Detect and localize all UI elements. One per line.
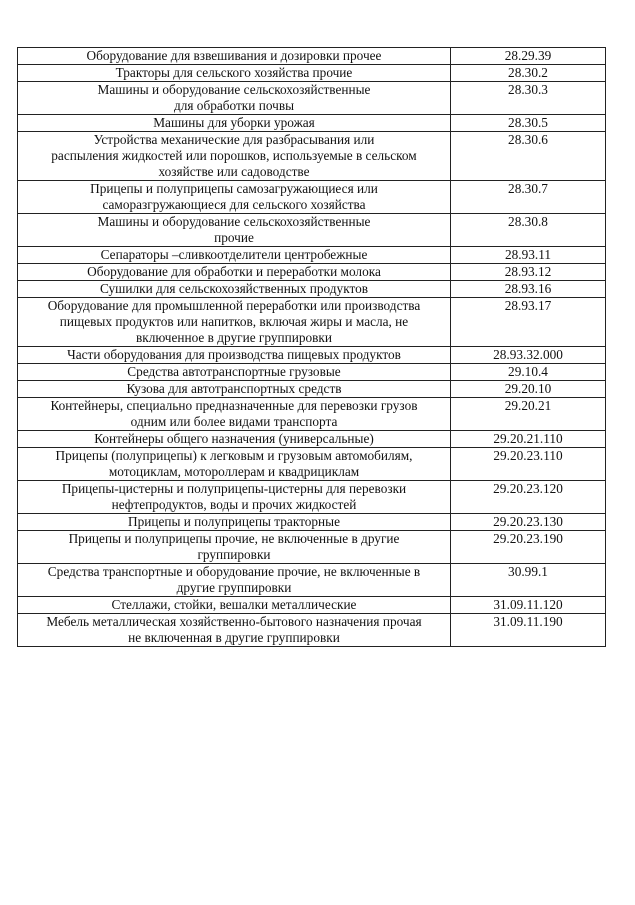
- item-name-cell: [18, 281, 451, 298]
- table-row: [18, 481, 606, 514]
- table-row: [18, 281, 606, 298]
- table-row: [18, 247, 606, 264]
- item-name-line: Средства автотранспортные грузовые: [127, 364, 341, 379]
- item-name-cell: [18, 381, 451, 398]
- item-name-line: Прицепы и полуприцепы прочие, не включенные в другие: [68, 531, 400, 546]
- table-row: [18, 264, 606, 281]
- item-code-cell: 28.93.12: [451, 264, 606, 281]
- item-code-cell: 29.20.21: [451, 398, 606, 431]
- item-name-cell: [18, 431, 451, 448]
- item-name-line: Машины и оборудование сельскохозяйственные: [97, 214, 371, 229]
- item-name-line: Прицепы и полуприцепы самозагружающиеся или: [90, 181, 378, 196]
- item-name-cell: [18, 115, 451, 132]
- item-name-cell: [18, 264, 451, 281]
- item-code-cell: 28.30.8: [451, 214, 606, 247]
- item-name-line: прочие: [214, 230, 254, 245]
- item-name-line: Части оборудования для производства пищевых продуктов: [67, 347, 401, 362]
- table-row: [18, 298, 606, 347]
- item-name-cell: [18, 298, 451, 347]
- item-code-cell: 29.20.23.190: [451, 531, 606, 564]
- item-name-cell: [18, 564, 451, 597]
- item-name-line: Тракторы для сельского хозяйства прочие: [115, 65, 353, 80]
- classification-table: [17, 47, 606, 647]
- item-code-cell: 31.09.11.190: [451, 614, 606, 647]
- item-name-cell: [18, 531, 451, 564]
- item-name-cell: [18, 448, 451, 481]
- table-row: [18, 364, 606, 381]
- item-name-line: распыления жидкостей или порошков, используемые в сельском: [51, 148, 417, 163]
- item-name-line: для обработки почвы: [173, 98, 295, 113]
- item-name-line: Сушилки для сельскохозяйственных продуктов: [99, 281, 369, 296]
- item-code-cell: 28.30.6: [451, 132, 606, 181]
- item-name-cell: [18, 65, 451, 82]
- item-code-cell: 28.93.16: [451, 281, 606, 298]
- item-name-line: Прицепы и полуприцепы тракторные: [127, 514, 341, 529]
- item-code-cell: 28.93.32.000: [451, 347, 606, 364]
- item-name-cell: [18, 82, 451, 115]
- table-row: [18, 431, 606, 448]
- table-row: [18, 448, 606, 481]
- item-name-line: пищевых продуктов или напитков, включая жиры и масла, не: [59, 314, 409, 329]
- item-code-cell: 28.93.11: [451, 247, 606, 264]
- item-name-line: не включенная в другие группировки: [128, 630, 340, 645]
- table-row: [18, 214, 606, 247]
- table-row: [18, 514, 606, 531]
- item-code-cell: 28.30.3: [451, 82, 606, 115]
- item-name-cell: [18, 132, 451, 181]
- item-name-cell: [18, 614, 451, 647]
- table-row: [18, 614, 606, 647]
- document-page: [17, 47, 602, 647]
- item-code-cell: 28.30.5: [451, 115, 606, 132]
- item-code-cell: 28.30.7: [451, 181, 606, 214]
- item-name-cell: [18, 214, 451, 247]
- table-row: [18, 398, 606, 431]
- table-row: [18, 564, 606, 597]
- item-name-cell: [18, 181, 451, 214]
- item-code-cell: 29.20.23.120: [451, 481, 606, 514]
- table-row: [18, 347, 606, 364]
- item-code-cell: 28.30.2: [451, 65, 606, 82]
- item-name-line: Машины для уборки урожая: [153, 115, 315, 130]
- table-row: [18, 381, 606, 398]
- item-name-line: нефтепродуктов, воды и прочих жидкостей: [111, 497, 357, 512]
- item-code-cell: 29.20.21.110: [451, 431, 606, 448]
- item-code-cell: 29.10.4: [451, 364, 606, 381]
- item-name-line: Прицепы-цистерны и полуприцепы-цистерны для перевозки: [61, 481, 407, 496]
- item-code-cell: 31.09.11.120: [451, 597, 606, 614]
- item-name-cell: [18, 247, 451, 264]
- item-code-cell: 30.99.1: [451, 564, 606, 597]
- table-body: [18, 48, 606, 647]
- table-row: [18, 48, 606, 65]
- item-name-line: другие группировки: [176, 580, 292, 595]
- item-code-cell: 29.20.23.110: [451, 448, 606, 481]
- item-code-cell: 28.93.17: [451, 298, 606, 347]
- item-name-line: Средства транспортные и оборудование прочие, не включенные в: [47, 564, 421, 579]
- item-code-cell: 28.29.39: [451, 48, 606, 65]
- table-row: [18, 115, 606, 132]
- item-name-line: одним или более видами транспорта: [130, 414, 338, 429]
- table-row: [18, 597, 606, 614]
- item-name-line: хозяйстве или садоводстве: [158, 164, 310, 179]
- item-name-line: группировки: [197, 547, 271, 562]
- item-name-line: Сепараторы –сливкоотделители центробежные: [100, 247, 368, 262]
- item-name-line: Машины и оборудование сельскохозяйственные: [97, 82, 371, 97]
- item-name-line: Контейнеры, специально предназначенные для перевозки грузов: [50, 398, 418, 413]
- table-row: [18, 181, 606, 214]
- item-name-cell: [18, 364, 451, 381]
- item-code-cell: 29.20.10: [451, 381, 606, 398]
- item-name-cell: [18, 481, 451, 514]
- item-name-cell: [18, 347, 451, 364]
- item-name-line: Кузова для автотранспортных средств: [126, 381, 342, 396]
- table-row: [18, 82, 606, 115]
- item-name-line: Мебель металлическая хозяйственно-бытового назначения прочая: [46, 614, 422, 629]
- item-name-line: включенное в другие группировки: [135, 330, 333, 345]
- table-row: [18, 132, 606, 181]
- item-name-line: Стеллажи, стойки, вешалки металлические: [111, 597, 357, 612]
- item-name-line: Оборудование для промышленной переработки или производства: [47, 298, 421, 313]
- item-name-line: Прицепы (полуприцепы) к легковым и грузовым автомобилям,: [55, 448, 413, 463]
- item-name-line: мотоциклам, мотороллерам и квадрициклам: [108, 464, 360, 479]
- item-name-line: Оборудование для обработки и переработки молока: [87, 264, 381, 279]
- item-name-line: Контейнеры общего назначения (универсальные): [94, 431, 374, 446]
- item-name-cell: [18, 48, 451, 65]
- item-name-cell: [18, 597, 451, 614]
- item-name-cell: [18, 514, 451, 531]
- table-row: [18, 65, 606, 82]
- item-name-cell: [18, 398, 451, 431]
- item-name-line: Устройства механические для разбрасывания или: [93, 132, 375, 147]
- item-name-line: саморазгружающиеся для сельского хозяйства: [102, 197, 366, 212]
- item-name-line: Оборудование для взвешивания и дозировки прочее: [86, 48, 382, 63]
- table-row: [18, 531, 606, 564]
- item-code-cell: 29.20.23.130: [451, 514, 606, 531]
